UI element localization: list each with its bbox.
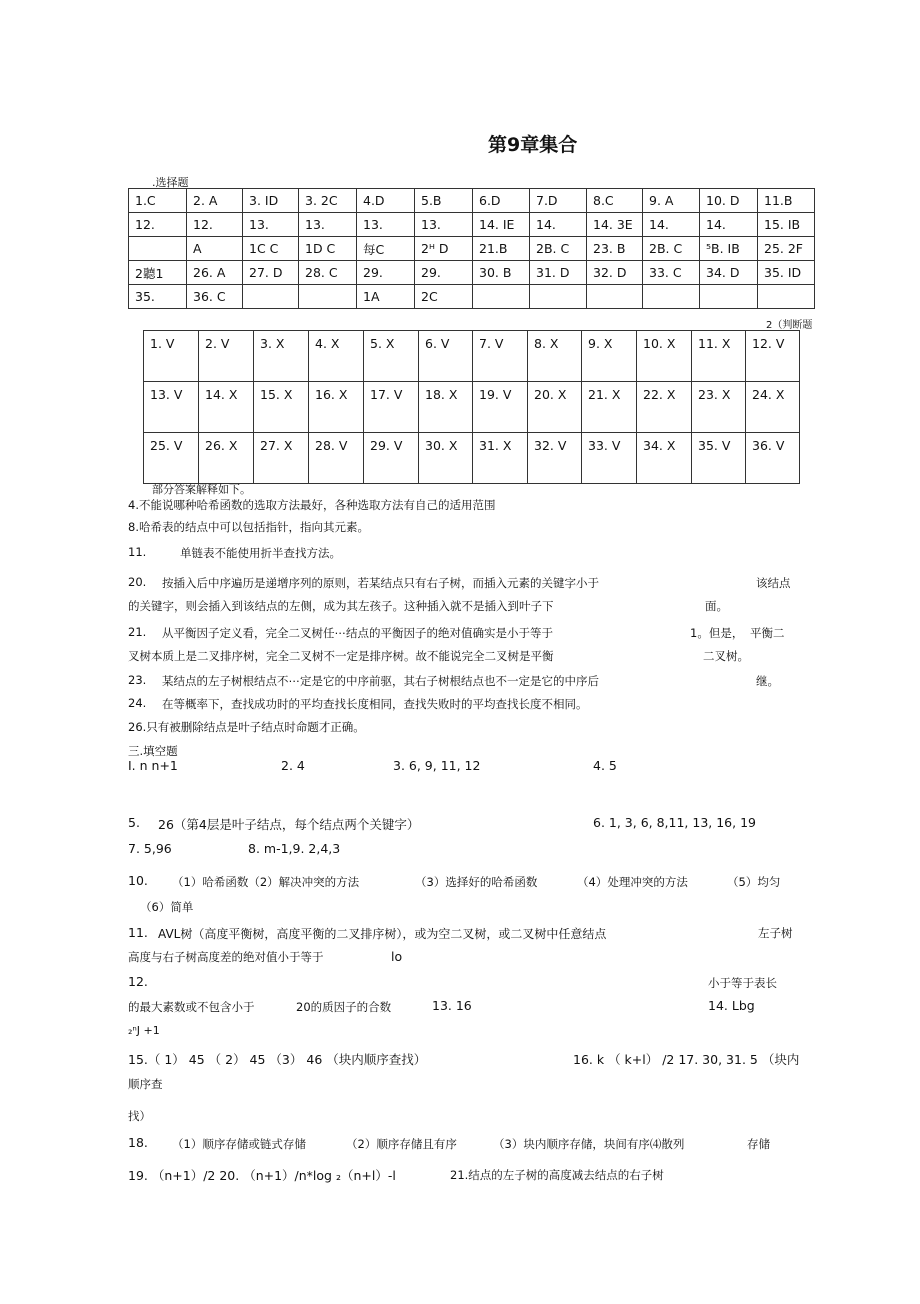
fill-answer-11-num: 11.: [128, 925, 148, 940]
answer-cell: 10. X: [637, 331, 692, 382]
page-title: 第9章集合: [488, 134, 578, 156]
explanation-26: 26.只有被删除结点是叶子结点时命题才正确。: [128, 720, 365, 734]
answer-cell: 5.B: [415, 189, 473, 213]
answer-cell: 11.B: [758, 189, 815, 213]
explanation-8: 8.哈希表的结点中可以包括指针，指向其元素。: [128, 520, 369, 534]
answer-cell: 2ᴴ D: [415, 237, 473, 261]
answer-cell: 13. V: [144, 382, 199, 433]
fill-answer-21: 21.结点的左子树的高度减去结点的右子树: [450, 1168, 664, 1182]
answer-cell: 7.D: [530, 189, 587, 213]
answer-cell: [473, 285, 530, 309]
answer-cell: 26. X: [199, 433, 254, 484]
fill-answer-11-d: lo: [391, 949, 403, 964]
answer-cell: 17. V: [364, 382, 419, 433]
judge-row: [144, 382, 800, 433]
fill-answer-15: 15.（ 1） 45 （ 2） 45 （3） 46 （块内顺序查找）: [128, 1052, 427, 1067]
answer-cell: 35.: [129, 285, 187, 309]
answer-cell: 3. 2C: [299, 189, 357, 213]
judge-row: [144, 433, 800, 484]
answer-cell: 14.: [530, 213, 587, 237]
fill-answer-7: 7. 5,96: [128, 841, 172, 856]
answer-cell: 14. IE: [473, 213, 530, 237]
explanation-21-num: 21.: [128, 625, 147, 639]
answer-cell: [129, 237, 187, 261]
fill-answer-10-part3: （3）选择好的哈希函数: [415, 875, 538, 889]
answer-cell: 6. V: [419, 331, 473, 382]
answer-cell: 31. D: [530, 261, 587, 285]
answer-cell: 每C: [357, 237, 415, 261]
fill-answer-12-c: 20的质因子的合数: [296, 1000, 392, 1014]
answer-cell: 8.C: [587, 189, 643, 213]
explanation-23-num: 23.: [128, 673, 147, 687]
answer-cell: 12.: [187, 213, 243, 237]
answer-cell: 31. X: [473, 433, 528, 484]
answer-cell: 27. D: [243, 261, 299, 285]
answer-cell: 1. V: [144, 331, 199, 382]
answer-cell: 24. X: [746, 382, 800, 433]
answer-cell: 2. A: [187, 189, 243, 213]
answer-cell: 32. D: [587, 261, 643, 285]
answer-cell: [530, 285, 587, 309]
answer-cell: 2聽1: [129, 261, 187, 285]
explanation-20-c: 的关键字，则会插入到该结点的左侧，成为其左孩子。这种插入就不是插入到叶子下: [128, 599, 554, 613]
answer-cell: 13.: [299, 213, 357, 237]
answer-cell: 25. 2F: [758, 237, 815, 261]
section-heading-choice: .选择题: [152, 176, 189, 189]
fill-answer-2: 2. 4: [281, 758, 305, 773]
explanation-20-b: 该结点: [756, 576, 791, 590]
answer-cell: 2B. C: [643, 237, 700, 261]
answer-cell: 22. X: [637, 382, 692, 433]
answer-cell: 29.: [415, 261, 473, 285]
answer-cell: 2. V: [199, 331, 254, 382]
answer-cell: 35. ID: [758, 261, 815, 285]
choice-row: [129, 237, 815, 261]
answer-cell: 14. 3E: [587, 213, 643, 237]
answer-cell: 1A: [357, 285, 415, 309]
answer-cell: 34. D: [700, 261, 758, 285]
answer-cell: 21. X: [582, 382, 637, 433]
answer-cell: 23. B: [587, 237, 643, 261]
answer-cell: 13.: [357, 213, 415, 237]
answer-cell: 3. ID: [243, 189, 299, 213]
explanation-11-num: 11.: [128, 545, 147, 559]
fill-answer-18-part1: （1）顺序存储或链式存储: [172, 1137, 306, 1151]
fill-answer-11-a: AVL树（高度平衡树，高度平衡的二叉排序树），或为空二叉树，或二叉树中任意结点: [158, 927, 607, 941]
answer-cell: 13.: [243, 213, 299, 237]
fill-answer-10-num: 10.: [128, 873, 148, 888]
answer-cell: A: [187, 237, 243, 261]
explanation-21-c: 平衡二: [750, 626, 785, 640]
fill-answer-18-num: 18.: [128, 1135, 148, 1150]
answer-cell: 26. A: [187, 261, 243, 285]
fill-answer-14-b: ₂ⁿJ +1: [128, 1024, 160, 1037]
answer-cell: 28. C: [299, 261, 357, 285]
explanation-24: 在等概率下，查找成功时的平均查找长度相同，查找失败时的平均查找长度不相同。: [162, 697, 588, 711]
answer-cell: 30. B: [473, 261, 530, 285]
answer-cell: 7. V: [473, 331, 528, 382]
fill-answer-10-part4: （4）处理冲突的方法: [577, 875, 688, 889]
explanation-24-num: 24.: [128, 696, 147, 710]
fill-answer-8: 8. m-1,9. 2,4,3: [248, 841, 341, 856]
fill-answer-4: 4. 5: [593, 758, 617, 773]
explanation-21-b: 1。但是，: [690, 626, 744, 640]
answer-cell: [299, 285, 357, 309]
answer-cell: 19. V: [473, 382, 528, 433]
answer-cell: 15. IB: [758, 213, 815, 237]
choice-row: [129, 189, 815, 213]
judge-note: 部分答案解释如下。: [152, 483, 251, 496]
explanation-11: 单链表不能使用折半查找方法。: [180, 546, 341, 560]
answer-cell: 4. X: [309, 331, 364, 382]
answer-cell: [643, 285, 700, 309]
fill-answer-16: 16. k （ k+l） /2 17. 30, 31. 5 （块内: [573, 1052, 800, 1067]
fill-answer-13: 13. 16: [432, 998, 472, 1013]
fill-answer-10-part6: （6）简单: [140, 900, 194, 914]
explanation-20-d: 面。: [705, 599, 728, 613]
answer-cell: 1C C: [243, 237, 299, 261]
answer-cell: [243, 285, 299, 309]
fill-answer-16-c: 找）: [128, 1109, 151, 1123]
fill-answer-18-part2: （2）顺序存储且有序: [346, 1137, 457, 1151]
answer-cell: 13.: [415, 213, 473, 237]
answer-cell: 35. V: [692, 433, 746, 484]
answer-cell: 4.D: [357, 189, 415, 213]
choice-row: [129, 213, 815, 237]
answer-cell: 10. D: [700, 189, 758, 213]
answer-cell: 23. X: [692, 382, 746, 433]
judge-answer-table: [143, 330, 800, 484]
section-heading-judge: 2（判断题: [766, 320, 813, 331]
answer-cell: 1D C: [299, 237, 357, 261]
answer-cell: 34. X: [637, 433, 692, 484]
answer-cell: 12.: [129, 213, 187, 237]
explanation-4: 4.不能说哪种哈希函数的选取方法最好，各种选取方法有自己的适用范围: [128, 498, 496, 512]
answer-cell: 11. X: [692, 331, 746, 382]
answer-cell: 32. V: [528, 433, 582, 484]
explanation-21-d: 叉树本质上是二叉排序树，完全二叉树不一定是排序树。故不能说完全二叉树是平衡: [128, 649, 554, 663]
fill-answer-11-c: 高度与右子树高度差的绝对值小于等于: [128, 950, 324, 964]
answer-cell: 21.B: [473, 237, 530, 261]
explanation-23-a: 某结点的左子树根结点不⋯定是它的中序前驱，其右子树根结点也不一定是它的中序后: [162, 674, 599, 688]
explanation-21-e: 二叉树。: [703, 649, 749, 663]
fill-answer-16-b: 顺序查: [128, 1077, 163, 1091]
explanation-23-b: 继。: [756, 674, 779, 688]
answer-cell: 14. X: [199, 382, 254, 433]
fill-answer-19-20: 19. （n+1）/2 20. （n+1）/n*log ₂（n+l）-l: [128, 1168, 396, 1183]
answer-cell: [587, 285, 643, 309]
fill-answer-1: I. n n+1: [128, 758, 178, 773]
answer-cell: 12. V: [746, 331, 800, 382]
answer-cell: 15. X: [254, 382, 309, 433]
answer-cell: 2C: [415, 285, 473, 309]
answer-cell: 5. X: [364, 331, 419, 382]
answer-cell: 16. X: [309, 382, 364, 433]
answer-cell: 6.D: [473, 189, 530, 213]
judge-row: [144, 331, 800, 382]
answer-cell: 27. X: [254, 433, 309, 484]
fill-answer-11-b: 左子树: [758, 926, 793, 940]
choice-row: [129, 285, 815, 309]
fill-answer-10-part5: （5）均匀: [727, 875, 781, 889]
answer-cell: 2B. C: [530, 237, 587, 261]
answer-cell: [700, 285, 758, 309]
choice-answer-table: [128, 188, 815, 309]
fill-answer-10-part1: （1）哈希函数（2）解决冲突的方法: [172, 875, 360, 889]
answer-cell: 14.: [700, 213, 758, 237]
answer-cell: 36. V: [746, 433, 800, 484]
answer-cell: 9. X: [582, 331, 637, 382]
fill-answer-3: 3. 6, 9, 11, 12: [393, 758, 481, 773]
fill-answer-12-b: 的最大素数或不包含小于: [128, 1000, 255, 1014]
fill-answer-14: 14. Lbg: [708, 998, 755, 1013]
answer-cell: 20. X: [528, 382, 582, 433]
fill-answer-5-num: 5.: [128, 815, 140, 830]
answer-cell: 33. C: [643, 261, 700, 285]
answer-cell: 9. A: [643, 189, 700, 213]
answer-cell: 3. X: [254, 331, 309, 382]
section-heading-fill: 三.填空题: [128, 744, 178, 758]
answer-cell: 25. V: [144, 433, 199, 484]
fill-answer-12-a: 小于等于表长: [708, 976, 777, 990]
explanation-21-a: 从平衡因子定义看，完全二叉树任⋯结点的平衡因子的绝对值确实是小于等于: [162, 626, 553, 640]
answer-cell: 30. X: [419, 433, 473, 484]
choice-row: [129, 261, 815, 285]
fill-answer-5: 26（第4层是叶子结点，每个结点两个关键字）: [158, 817, 420, 832]
answer-cell: 29. V: [364, 433, 419, 484]
fill-answer-12-num: 12.: [128, 974, 148, 989]
answer-cell: 28. V: [309, 433, 364, 484]
fill-answer-18-part4: 存储: [747, 1137, 770, 1151]
answer-cell: 14.: [643, 213, 700, 237]
answer-cell: 1.C: [129, 189, 187, 213]
explanation-20-a: 按插入后中序遍历是递增序列的原则，若某结点只有右子树，而插入元素的关键字小于: [162, 576, 599, 590]
answer-cell: 33. V: [582, 433, 637, 484]
answer-cell: 29.: [357, 261, 415, 285]
fill-answer-6: 6. 1, 3, 6, 8,11, 13, 16, 19: [593, 815, 756, 830]
answer-cell: ⁵B. IB: [700, 237, 758, 261]
answer-cell: 18. X: [419, 382, 473, 433]
explanation-20-num: 20.: [128, 575, 147, 589]
answer-cell: 8. X: [528, 331, 582, 382]
answer-cell: 36. C: [187, 285, 243, 309]
answer-cell: [758, 285, 815, 309]
fill-answer-18-part3: （3）块内顺序存储，块间有序⑷散列: [493, 1137, 685, 1151]
